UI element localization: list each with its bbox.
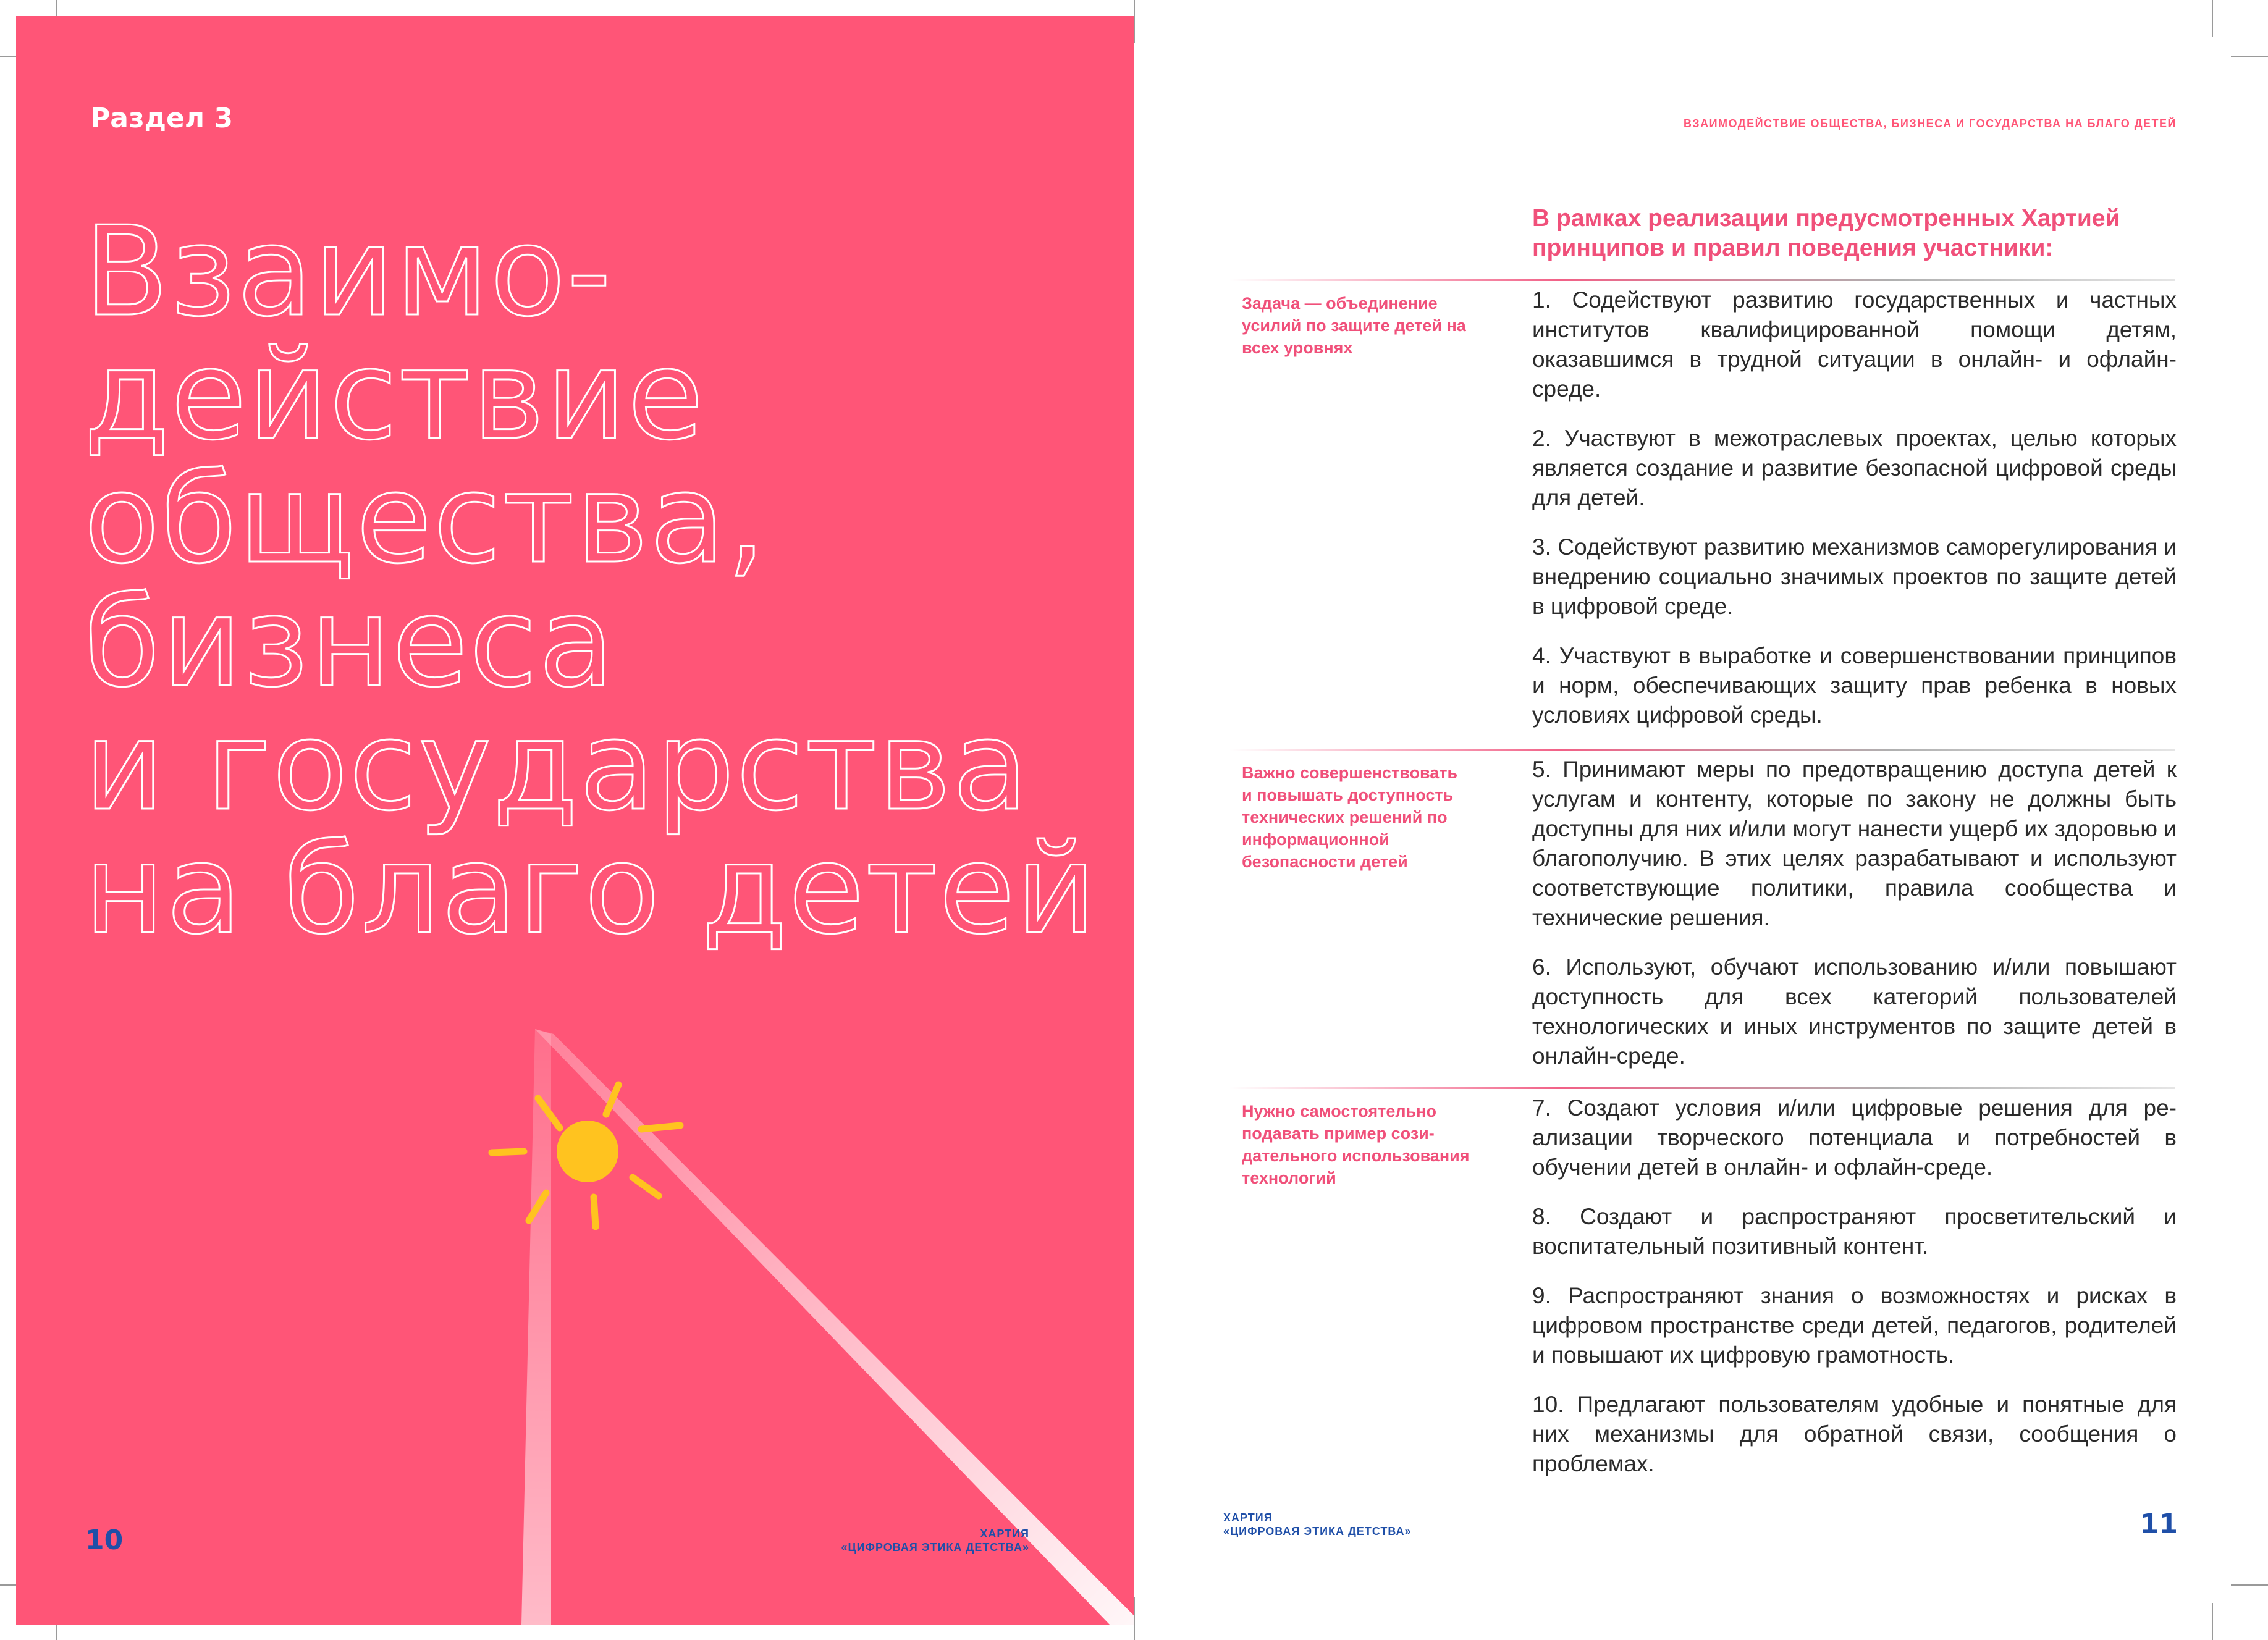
side-note: Задача — объединение усилий по защите детей на всех уровнях	[1242, 294, 1466, 357]
principle-item: 8. Создают и распространяют просветительский и воспитательный позитивный контент.	[1532, 1204, 2177, 1259]
principle-item: 4. Участвуют в выработке и совершенствовании принципов и норм, обеспечивающих защиту прав ребенка в новых условиях цифровой среды.	[1532, 643, 2177, 728]
title-line: Взаимо-	[84, 200, 613, 344]
principle-item: 6. Используют, обучают использованию и/или повышают доступность для всех категорий пользователей технологических и иных инструментов по защите детей в онлайн-среде.	[1532, 954, 2177, 1069]
principle-item: 1. Содействуют развитию государственных и частных институтов квалифицированной помощи детям, оказавшимся в трудной ситуации в онлайн- и офлайн-среде.	[1532, 287, 2177, 402]
page-number: 10	[85, 1524, 124, 1556]
brand-line: «ЦИФРОВАЯ ЭТИКА ДЕТСТВА»	[841, 1541, 1029, 1554]
title-line: действие	[84, 324, 705, 468]
principles-group-2	[1532, 755, 2177, 1091]
principle-item: 7. Создают условия и/или цифровые решения для реализации творческого потенциала и потребностей в обучении детей в онлайн- и офлайн-среде.	[1532, 1095, 2177, 1180]
principle-item: 2. Участвуют в межотраслевых проектах, целью которых является создание и развитие безопасной цифровой среды для детей.	[1532, 426, 2177, 510]
section-divider	[1229, 749, 2175, 751]
title-line: на благо детей	[84, 818, 1098, 962]
principle-item: 9. Распространяют знания о возможностях и рисках в цифровом пространстве среди детей, педагогов, родителей и повышают их цифровую грамотность.	[1532, 1283, 2177, 1368]
brand-footer	[1223, 1511, 1411, 1538]
principles-group-3	[1532, 1093, 2177, 1499]
brand-footer	[841, 1527, 1029, 1554]
crop-mark	[2212, 1603, 2213, 1640]
left-page	[16, 16, 1134, 1625]
intro-heading: В рамках реализации предусмотренных Хартией принципов и правил поведения участники:	[1532, 205, 2120, 261]
light-beam	[521, 1029, 1134, 1625]
title-line: бизнеса	[84, 571, 615, 715]
title-line: общества,	[84, 447, 767, 591]
brand-line: «ЦИФРОВАЯ ЭТИКА ДЕТСТВА»	[1223, 1525, 1412, 1537]
principle-item: 3. Содействуют развитию механизмов саморегулирования и внедрению социально значимых проектов по защите детей в цифровой среде.	[1532, 534, 2177, 619]
running-head: ВЗАИМОДЕЙСТВИЕ ОБЩЕСТВА, БИЗНЕСА И ГОСУДАРСТВА НА БЛАГО ДЕТЕЙ	[1684, 117, 2177, 130]
section-divider	[1229, 1087, 2175, 1089]
principle-item: 10. Предлагают пользователям удобные и понятные для них механизмы для обратной связи, сообщения о проблемах.	[1532, 1392, 2177, 1476]
crop-mark	[2212, 0, 2213, 37]
title-line: и государства	[84, 694, 1030, 838]
crop-mark	[2231, 1584, 2268, 1586]
principles-group-1	[1532, 285, 2177, 750]
brand-line: ХАРТИЯ	[980, 1528, 1029, 1540]
crop-mark	[2231, 56, 2268, 57]
page-title	[84, 200, 1098, 962]
sun-icon	[492, 1085, 680, 1227]
page-number: 11	[2139, 1508, 2178, 1540]
side-note: Важно совершенствовать и повышать доступность технических решений по информационной безопасности детей	[1242, 763, 1458, 871]
section-divider	[1229, 279, 2175, 281]
section-label: Раздел 3	[90, 103, 234, 134]
brand-line: ХАРТИЯ	[1223, 1512, 1273, 1524]
principle-item: 5. Принимают меры по предотвращению доступа детей к услугам и контенту, которые по закону не должны быть доступны для них и/или могут нанести ущерб их здоровью и благополучию. В этих целях разрабатывают и используют соответствующие политики, правила сообщества и технические решения.	[1532, 757, 2177, 930]
side-note: Нужно самостоятельно подавать пример созидательного использования технологий	[1242, 1102, 1470, 1187]
